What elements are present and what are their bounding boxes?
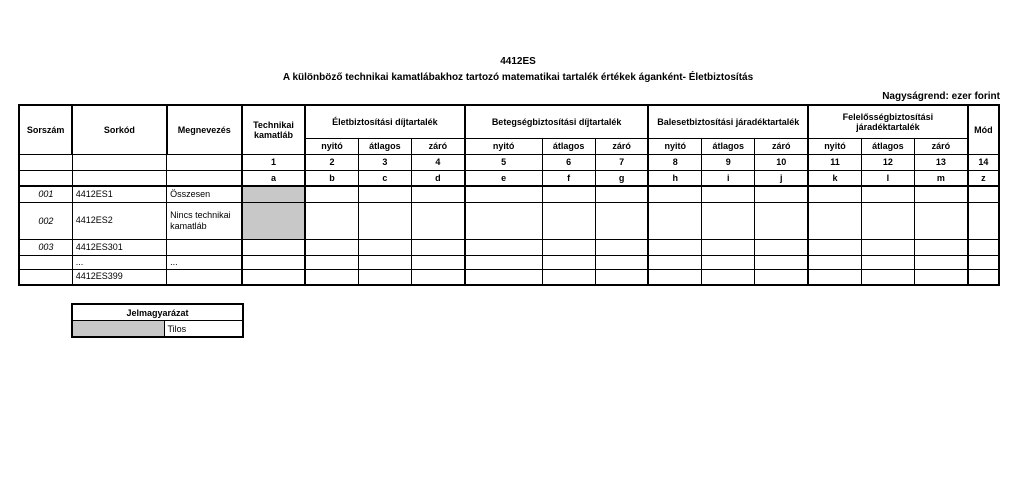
subheader-zaro: záró <box>412 138 465 154</box>
data-cell[interactable] <box>412 255 465 269</box>
forbidden-cell <box>242 186 305 202</box>
col-letter: z <box>968 170 999 186</box>
data-cell[interactable] <box>242 269 305 285</box>
data-cell[interactable] <box>242 239 305 255</box>
subheader-nyito: nyitó <box>465 138 542 154</box>
col-number: 1 <box>242 154 305 170</box>
data-cell[interactable] <box>595 269 648 285</box>
data-cell[interactable] <box>915 186 968 202</box>
data-cell[interactable] <box>808 239 861 255</box>
table-row <box>19 239 999 255</box>
col-number: 8 <box>648 154 701 170</box>
col-number: 6 <box>542 154 595 170</box>
data-cell[interactable] <box>465 186 542 202</box>
data-cell[interactable] <box>648 186 701 202</box>
header-mod: Mód <box>968 105 999 154</box>
header-sorkod: Sorkód <box>72 105 166 154</box>
col-number: 4 <box>412 154 465 170</box>
row-megnevezes: Nincs technikai kamatláb <box>167 202 242 239</box>
legend-gray-swatch <box>72 321 164 338</box>
data-cell[interactable] <box>861 186 914 202</box>
form-code: 4412ES <box>500 56 536 67</box>
row-sorkod: 4412ES1 <box>72 186 166 202</box>
data-cell[interactable] <box>465 269 542 285</box>
form-title: A különböző technikai kamatlábakhoz tartozó matematikai tartalék értékek áganként- Életbiztosítás <box>282 72 754 83</box>
header-felelossegbiztositasi: Felelősségbiztosítási járadéktartalék <box>808 105 968 138</box>
col-letter: d <box>412 170 465 186</box>
data-cell[interactable] <box>808 269 861 285</box>
data-cell[interactable] <box>648 269 701 285</box>
col-letter: i <box>702 170 755 186</box>
table-row <box>19 186 999 202</box>
data-cell[interactable] <box>305 202 358 239</box>
data-cell[interactable] <box>465 202 542 239</box>
col-number: 2 <box>305 154 358 170</box>
row-megnevezes <box>167 239 242 255</box>
data-cell[interactable] <box>542 239 595 255</box>
header-technikai-kamatlab: Technikai kamatláb <box>242 105 305 154</box>
data-cell[interactable] <box>755 202 808 239</box>
subheader-zaro: záró <box>595 138 648 154</box>
table-row <box>19 269 999 285</box>
data-cell[interactable] <box>305 186 358 202</box>
data-cell[interactable] <box>542 269 595 285</box>
data-cell[interactable] <box>968 239 999 255</box>
data-cell[interactable] <box>968 269 999 285</box>
col-number: 10 <box>755 154 808 170</box>
subheader-zaro: záró <box>915 138 968 154</box>
col-letter: m <box>915 170 968 186</box>
data-cell[interactable] <box>702 255 755 269</box>
data-cell[interactable] <box>808 186 861 202</box>
data-cell[interactable] <box>808 202 861 239</box>
col-number: 14 <box>968 154 999 170</box>
data-cell[interactable] <box>648 202 701 239</box>
data-cell[interactable] <box>861 202 914 239</box>
unit-label: Nagyságrend: ezer forint <box>882 91 1000 102</box>
legend-title: Jelmagyarázat <box>72 304 243 321</box>
col-letter: c <box>358 170 411 186</box>
data-cell[interactable] <box>915 202 968 239</box>
col-number: 9 <box>702 154 755 170</box>
data-cell[interactable] <box>412 186 465 202</box>
data-cell[interactable] <box>358 239 411 255</box>
subheader-nyito: nyitó <box>305 138 358 154</box>
row-sorkod: 4412ES2 <box>72 202 166 239</box>
data-cell[interactable] <box>648 239 701 255</box>
header-sorszam: Sorszám <box>19 105 72 154</box>
data-cell[interactable] <box>968 202 999 239</box>
data-cell[interactable] <box>755 186 808 202</box>
data-cell[interactable] <box>595 239 648 255</box>
data-cell[interactable] <box>542 255 595 269</box>
data-table <box>18 104 1000 286</box>
col-letter: f <box>542 170 595 186</box>
data-cell[interactable] <box>358 255 411 269</box>
data-cell[interactable] <box>702 186 755 202</box>
legend-tilos-label: Tilos <box>164 321 243 338</box>
data-cell[interactable] <box>702 202 755 239</box>
row-sorkod: ... <box>72 255 166 269</box>
data-cell[interactable] <box>305 255 358 269</box>
subheader-nyito: nyitó <box>648 138 701 154</box>
data-cell[interactable] <box>305 269 358 285</box>
data-cell[interactable] <box>358 186 411 202</box>
header-eletbiztositasi: Életbiztosítási díjtartalék <box>305 105 465 138</box>
subheader-atlagos: átlagos <box>358 138 411 154</box>
data-cell[interactable] <box>968 186 999 202</box>
data-cell[interactable] <box>412 239 465 255</box>
data-cell[interactable] <box>915 269 968 285</box>
data-cell[interactable] <box>595 255 648 269</box>
subheader-atlagos: átlagos <box>861 138 914 154</box>
col-number: 7 <box>595 154 648 170</box>
data-cell[interactable] <box>915 239 968 255</box>
row-sorkod: 4412ES399 <box>72 269 166 285</box>
data-cell[interactable] <box>755 269 808 285</box>
row-sorkod: 4412ES301 <box>72 239 166 255</box>
column-letter-row <box>19 170 999 186</box>
data-cell[interactable] <box>542 202 595 239</box>
legend-table <box>71 303 244 338</box>
data-cell[interactable] <box>595 202 648 239</box>
col-letter: b <box>305 170 358 186</box>
data-cell[interactable] <box>358 269 411 285</box>
forbidden-cell <box>242 202 305 239</box>
table-row <box>19 255 999 269</box>
header-megnevezes: Megnevezés <box>167 105 242 154</box>
row-megnevezes <box>167 269 242 285</box>
table-row <box>19 202 999 239</box>
subheader-zaro: záró <box>755 138 808 154</box>
col-letter: h <box>648 170 701 186</box>
data-cell[interactable] <box>595 186 648 202</box>
data-cell[interactable] <box>915 255 968 269</box>
row-megnevezes: ... <box>167 255 242 269</box>
row-sorszam <box>19 269 72 285</box>
data-cell[interactable] <box>702 239 755 255</box>
data-cell[interactable] <box>465 255 542 269</box>
data-cell[interactable] <box>412 202 465 239</box>
col-letter: g <box>595 170 648 186</box>
row-sorszam <box>19 255 72 269</box>
data-cell[interactable] <box>465 239 542 255</box>
col-letter: k <box>808 170 861 186</box>
col-number: 3 <box>358 154 411 170</box>
col-letter: j <box>755 170 808 186</box>
data-cell[interactable] <box>861 239 914 255</box>
col-letter: e <box>465 170 542 186</box>
row-sorszam: 002 <box>19 202 72 239</box>
data-cell[interactable] <box>861 269 914 285</box>
data-cell[interactable] <box>305 239 358 255</box>
data-cell[interactable] <box>412 269 465 285</box>
data-cell[interactable] <box>542 186 595 202</box>
subheader-atlagos: átlagos <box>542 138 595 154</box>
header-balesetbiztositasi: Balesetbiztosítási járadéktartalék <box>648 105 808 138</box>
row-megnevezes: Összesen <box>167 186 242 202</box>
col-number: 11 <box>808 154 861 170</box>
column-number-row <box>19 154 999 170</box>
data-cell[interactable] <box>648 255 701 269</box>
col-number: 5 <box>465 154 542 170</box>
data-cell[interactable] <box>808 255 861 269</box>
data-cell[interactable] <box>702 269 755 285</box>
col-letter: a <box>242 170 305 186</box>
col-number: 12 <box>861 154 914 170</box>
header-betegsegbiztositasi: Betegségbiztosítási díjtartalék <box>465 105 649 138</box>
data-cell[interactable] <box>968 255 999 269</box>
data-cell[interactable] <box>358 202 411 239</box>
subheader-atlagos: átlagos <box>702 138 755 154</box>
data-cell[interactable] <box>861 255 914 269</box>
col-number: 13 <box>915 154 968 170</box>
col-letter: l <box>861 170 914 186</box>
row-sorszam: 001 <box>19 186 72 202</box>
data-cell[interactable] <box>755 255 808 269</box>
data-cell[interactable] <box>755 239 808 255</box>
subheader-nyito: nyitó <box>808 138 861 154</box>
row-sorszam: 003 <box>19 239 72 255</box>
data-cell[interactable] <box>242 255 305 269</box>
